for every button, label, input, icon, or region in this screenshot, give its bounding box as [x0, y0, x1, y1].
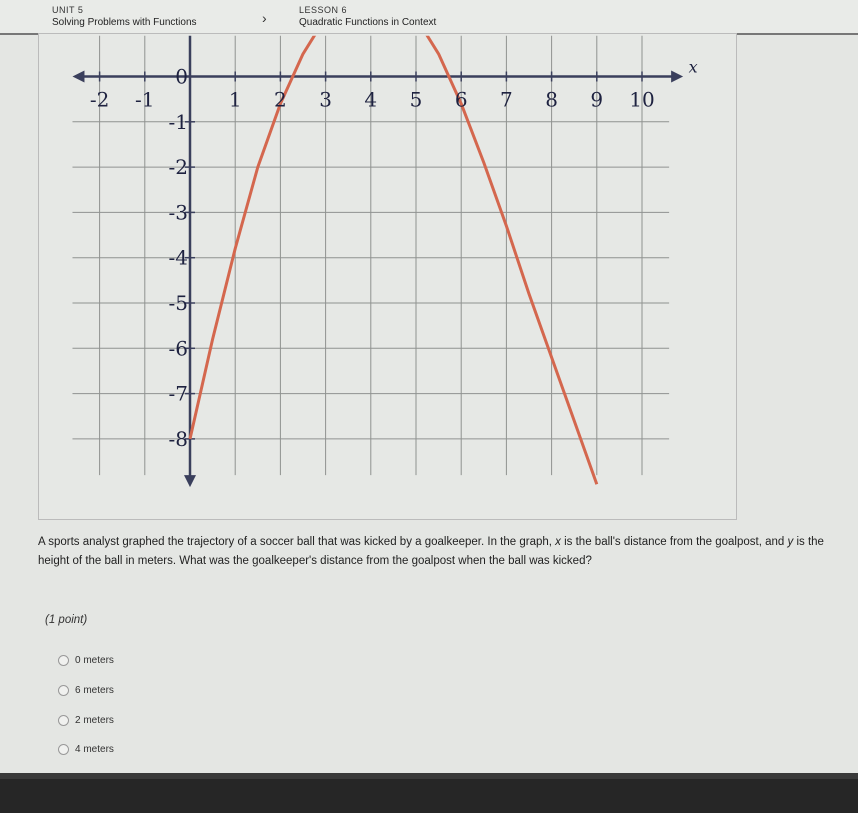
answer-label: 4 meters — [75, 743, 114, 755]
answer-label: 2 meters — [75, 714, 114, 726]
x-axis-label: x — [688, 57, 698, 77]
variable-x: x — [555, 536, 561, 548]
unit-label: UNIT 5 — [52, 5, 84, 15]
y-tick-label: -6 — [168, 336, 188, 361]
x-tick-label: 6 — [454, 87, 468, 112]
radio-button[interactable] — [58, 744, 69, 755]
x-tick-label: -2 — [89, 87, 110, 112]
x-tick-label: 9 — [590, 87, 604, 112]
answer-option-4[interactable] — [58, 741, 114, 757]
bottom-toolbar — [0, 773, 858, 813]
answer-option-2[interactable] — [58, 682, 114, 698]
x-tick-label: 8 — [545, 87, 558, 112]
x-tick-label: 10 — [629, 87, 655, 112]
question-middle: is the ball's distance from the goalpost, and — [560, 536, 788, 548]
y-tick-label: -5 — [168, 291, 188, 315]
points-label: (1 point) — [45, 614, 88, 626]
answer-option-3[interactable] — [58, 712, 114, 728]
y-tick-label: -8 — [168, 426, 188, 451]
lesson-title: Quadratic Functions in Context — [299, 17, 437, 28]
lesson-header — [0, 0, 858, 34]
x-tick-label: 3 — [319, 87, 332, 112]
x-tick-label: -1 — [135, 87, 155, 112]
x-axis-arrow-left-icon — [72, 71, 84, 83]
x-tick-label: 1 — [228, 87, 242, 112]
graph-panel — [38, 33, 737, 520]
x-tick-label: 2 — [274, 87, 287, 112]
x-tick-label: 4 — [364, 87, 378, 112]
chevron-right-icon: › — [262, 10, 267, 26]
radio-button[interactable] — [58, 715, 69, 726]
radio-button[interactable] — [58, 655, 69, 666]
lesson-label: LESSON 6 — [299, 5, 348, 15]
x-tick-label: 7 — [500, 87, 513, 112]
y-tick-label: -1 — [168, 109, 188, 134]
trajectory-graph — [39, 34, 736, 519]
answer-label: 0 meters — [75, 654, 114, 666]
trajectory-curve — [190, 34, 597, 484]
y-tick-label: -7 — [168, 381, 188, 406]
x-tick-label: 5 — [409, 87, 423, 112]
radio-button[interactable] — [58, 685, 69, 696]
y-tick-label: -4 — [168, 245, 188, 270]
answer-label: 6 meters — [75, 684, 114, 696]
question-text — [38, 533, 848, 571]
y-axis-arrow-down-icon — [184, 475, 196, 487]
y-tick-label: 0 — [175, 64, 188, 89]
y-tick-label: -3 — [168, 200, 188, 225]
y-tick-label: -2 — [168, 155, 188, 180]
unit-title-link[interactable]: Solving Problems with Functions — [52, 17, 197, 28]
x-axis-arrow-right-icon — [671, 71, 683, 83]
question-suffix: is the height of the ball in meters. What was the goalkeeper's distance from the goalpost when the ball was kicked? — [38, 536, 824, 567]
question-prefix: A sports analyst graphed the trajectory of a soccer ball that was kicked by a goalkeeper. In the graph, — [38, 536, 556, 548]
answer-option-1[interactable] — [58, 652, 114, 668]
variable-y: y — [787, 536, 794, 548]
